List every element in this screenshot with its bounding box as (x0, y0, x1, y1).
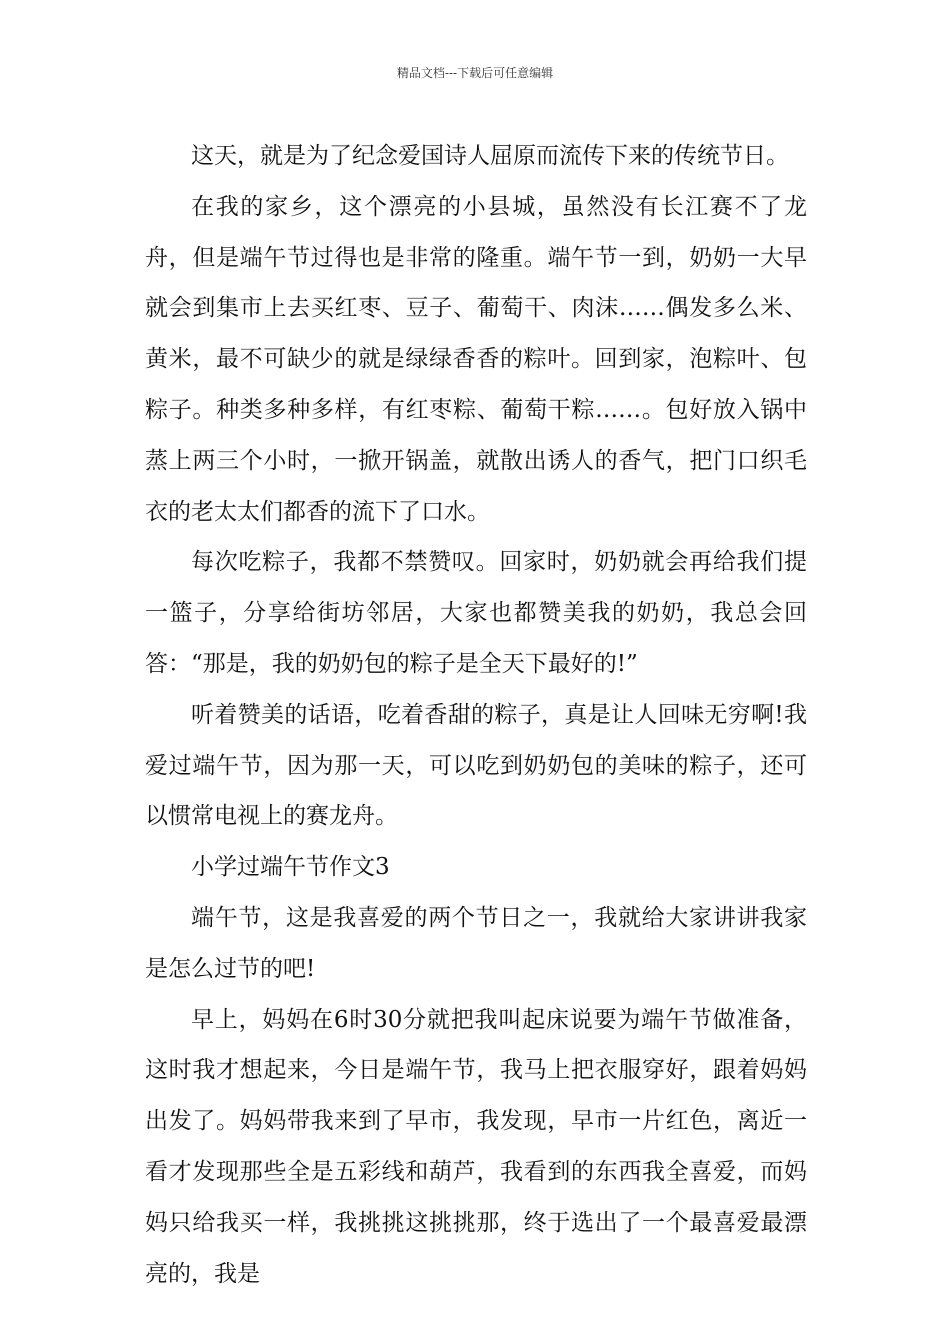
document-body (145, 131, 807, 1299)
page-header: 精品文档---下载后可任意编辑 (396, 66, 554, 80)
paragraph-5: 端午节，这是我喜爱的两个节日之一，我就给大家讲讲我家是怎么过节的吧! (145, 904, 807, 982)
paragraph-6: 早上，妈妈在6时30分就把我叫起床说要为端午节做准备，这时我才想起来，今日是端午节，我马上把衣服穿好，跟着妈妈出发了。妈妈带我来到了早市，我发现，早市一片红色，离近一看才发现那些全是五彩线和葫芦，我看到的东西我全喜爱，而妈妈只给我买一样，我挑挑这挑挑那，终于选出了一个最喜爱最漂亮的，我是 (145, 1006, 807, 1287)
paragraph-1: 这天，就是为了纪念爱国诗人屈原而流传下来的传统节日。 (191, 143, 789, 169)
paragraph-2: 在我的家乡，这个漂亮的小县城，虽然没有长江赛不了龙舟，但是端午节过得也是非常的隆重。端午节一到，奶奶一大早就会到集市上去买红枣、豆子、葡萄干、肉沫……偶发多么米、黄米，最不可缺少的就是绿绿香香的粽叶。回到家，泡粽叶、包粽子。种类多种多样，有红枣粽、葡萄干粽……。包好放入锅中蒸上两三个小时，一掀开锅盖，就散出诱人的香气，把门口织毛衣的老太太们都香的流下了口水。 (145, 193, 807, 525)
paragraph-4: 听着赞美的话语，吃着香甜的粽子，真是让人回味无穷啊!我爱过端午节，因为那一天，可以吃到奶奶包的美味的粽子，还可以惯常电视上的赛龙舟。 (145, 701, 807, 830)
paragraph-3: 每次吃粽子，我都不禁赞叹。回家时，奶奶就会再给我们提一篮子，分享给街坊邻居，大家也都赞美我的奶奶，我总会回答：“那是，我的奶奶包的粽子是全天下最好的!” (145, 549, 807, 677)
section-heading: 小学过端午节作文3 (191, 854, 390, 881)
